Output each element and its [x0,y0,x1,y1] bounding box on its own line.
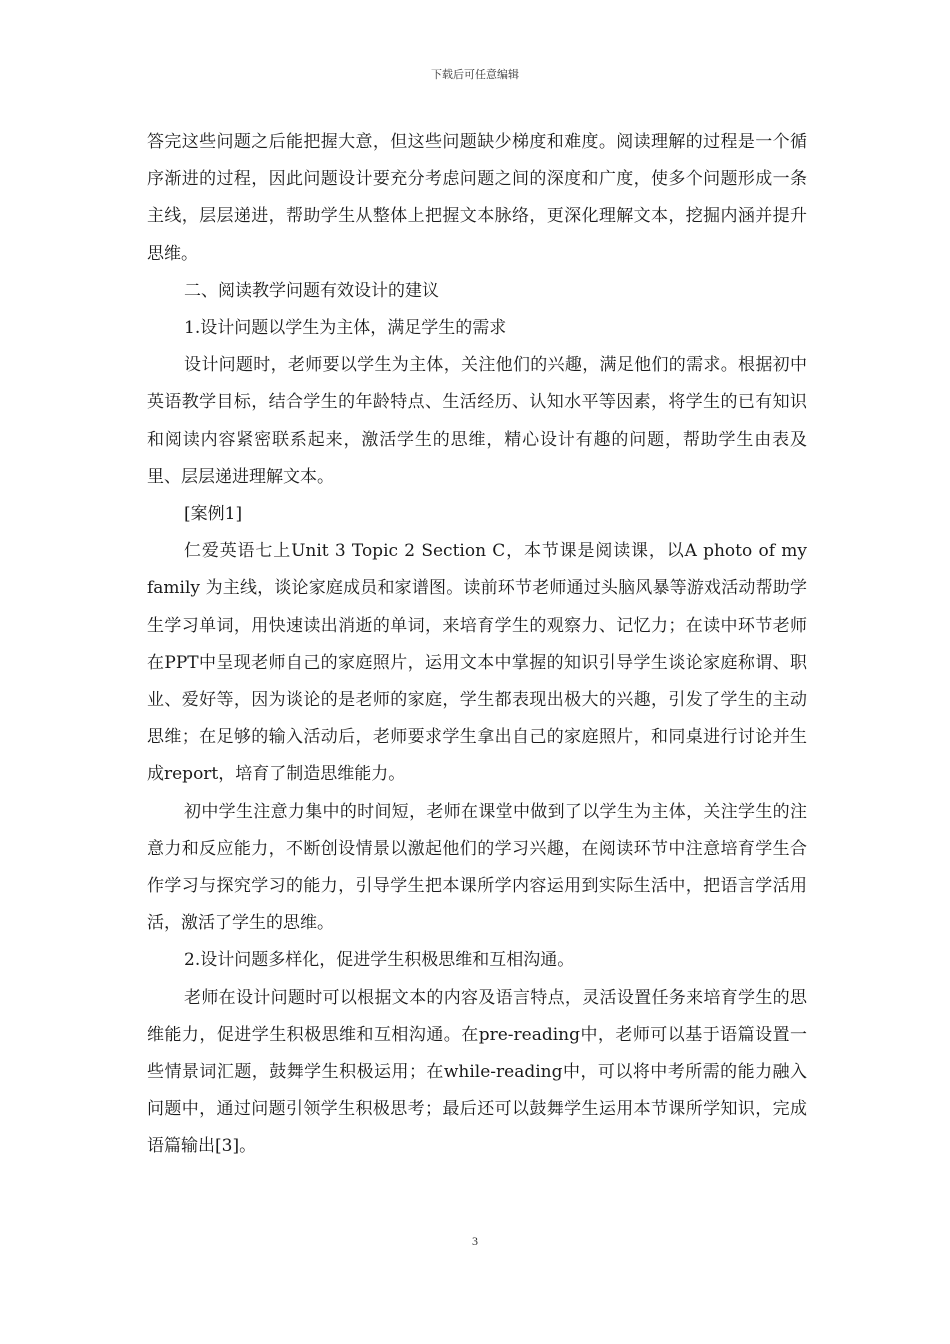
page-number: 3 [472,1234,478,1248]
paragraph: 老师在设计问题时可以根据文本的内容及语言特点，灵活设置任务来培育学生的思维能力，促进学生积极思维和互相沟通。在pre-reading中，老师可以基于语篇设置一些情景词汇题，鼓舞学生积极运用；在while-reading中，可以将中考所需的能力融入问题中，通过问题引领学生积极思考；最后还可以鼓舞学生运用本节课所学知识，完成语篇输出[3]。 [147,987,807,1157]
page-header: 下载后可任意编辑 [431,68,519,81]
subsection-heading-2: 2.设计问题多样化，促进学生积极思维和互相沟通。 [184,950,575,971]
case-label: [案例1] [184,504,243,525]
subsection-heading-1: 1.设计问题以学生为主体，满足学生的需求 [184,318,507,339]
document-body [147,124,807,1166]
paragraph-continuation: 答完这些问题之后能把握大意，但这些问题缺少梯度和难度。阅读理解的过程是一个循序渐进的过程，因此问题设计要充分考虑问题之间的深度和广度，使多个问题形成一条主线，层层递进，帮助学生从整体上把握文本脉络，更深化理解文本，挖掘内涵并提升思维。 [147,132,807,264]
paragraph: 仁爱英语七上Unit 3 Topic 2 Section C，本节课是阅读课，以A photo of my family 为主线，谈论家庭成员和家谱图。读前环节老师通过头脑风暴等游戏活动帮助学生学习单词，用快速读出消逝的单词，来培育学生的观察力、记忆力；在读中环节老师在PPT中呈现老师自己的家庭照片，运用文本中掌握的知识引导学生谈论家庭称谓、职业、爱好等，因为谈论的是老师的家庭，学生都表现出极大的兴趣，引发了学生的主动思维；在足够的输入活动后，老师要求学生拿出自己的家庭照片，和同桌进行讨论并生成report，培育了制造思维能力。 [147,541,807,785]
paragraph: 设计问题时，老师要以学生为主体，关注他们的兴趣，满足他们的需求。根据初中英语教学目标，结合学生的年龄特点、生活经历、认知水平等因素，将学生的已有知识和阅读内容紧密联系起来，激活学生的思维，精心设计有趣的问题，帮助学生由表及里、层层递进理解文本。 [147,355,807,487]
paragraph: 初中学生注意力集中的时间短，老师在课堂中做到了以学生为主体，关注学生的注意力和反应能力，不断创设情景以激起他们的学习兴趣，在阅读环节中注意培育学生合作学习与探究学习的能力，引导学生把本课所学内容运用到实际生活中，把语言学活用活，激活了学生的思维。 [147,801,807,934]
section-heading: 二、阅读教学问题有效设计的建议 [184,280,439,301]
